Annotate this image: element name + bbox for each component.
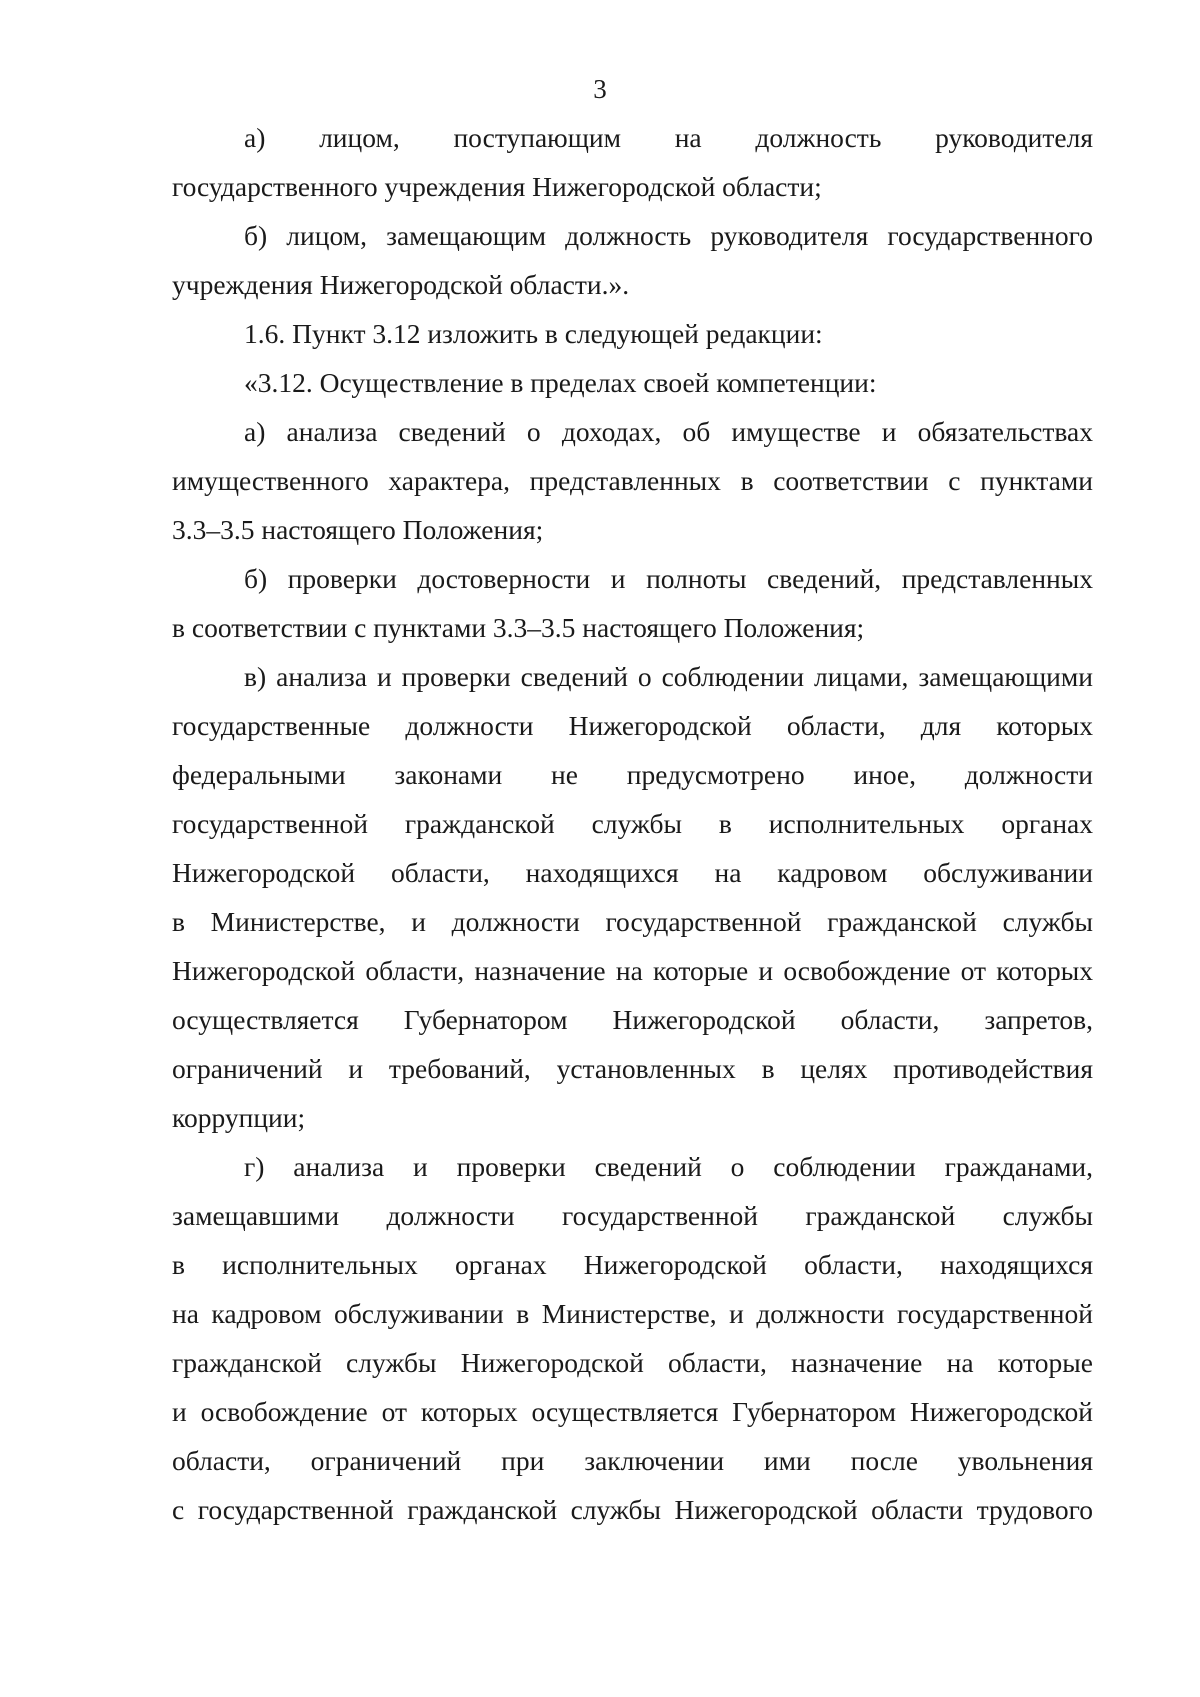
text-line: имущественного характера, представленных в соответствии с пунктами (172, 465, 1093, 496)
text-line: гражданской службы Нижегородской области, назначение на которые (172, 1347, 1093, 1378)
text-line: а) анализа сведений о доходах, об имуществе и обязательствах (244, 416, 1093, 447)
text-line: государственные должности Нижегородской области, для которых (172, 710, 1093, 741)
text-line: в исполнительных органах Нижегородской области, находящихся (172, 1249, 1093, 1280)
text-line: г) анализа и проверки сведений о соблюдении гражданами, (244, 1151, 1093, 1182)
text-line: 3.3–3.5 настоящего Положения; (172, 514, 544, 545)
text-line: в Министерстве, и должности государственной гражданской службы (172, 906, 1093, 937)
text-line: федеральными законами не предусмотрено иное, должности (172, 759, 1093, 790)
text-line: государственной гражданской службы в исполнительных органах (172, 808, 1093, 839)
text-line: с государственной гражданской службы Нижегородской области трудового (172, 1494, 1093, 1525)
text-line: 1.6. Пункт 3.12 изложить в следующей редакции: (244, 318, 823, 349)
text-line: коррупции; (172, 1102, 306, 1133)
text-line: Нижегородской области, назначение на которые и освобождение от которых (172, 955, 1093, 986)
text-line: а) лицом, поступающим на должность руководителя (244, 122, 1093, 153)
text-line: в соответствии с пунктами 3.3–3.5 настоящего Положения; (172, 612, 865, 643)
text-line: замещавшими должности государственной гражданской службы (172, 1200, 1093, 1231)
text-line: «3.12. Осуществление в пределах своей компетенции: (244, 367, 877, 398)
text-line: на кадровом обслуживании в Министерстве, и должности государственной (172, 1298, 1093, 1329)
text-line: ограничений и требований, установленных в целях противодействия (172, 1053, 1093, 1084)
text-line: осуществляется Губернатором Нижегородской области, запретов, (172, 1004, 1093, 1035)
document-body (172, 113, 1093, 1534)
text-line: в) анализа и проверки сведений о соблюдении лицами, замещающими (244, 661, 1093, 692)
page-number: 3 (593, 74, 607, 104)
text-line: б) проверки достоверности и полноты сведений, представленных (244, 563, 1093, 594)
text-line: государственного учреждения Нижегородской области; (172, 171, 822, 202)
text-line: б) лицом, замещающим должность руководителя государственного (244, 220, 1093, 251)
text-line: учреждения Нижегородской области.». (172, 269, 630, 300)
text-line: Нижегородской области, находящихся на кадровом обслуживании (172, 857, 1093, 888)
text-line: и освобождение от которых осуществляется Губернатором Нижегородской (172, 1396, 1093, 1427)
text-line: области, ограничений при заключении ими после увольнения (172, 1445, 1093, 1476)
